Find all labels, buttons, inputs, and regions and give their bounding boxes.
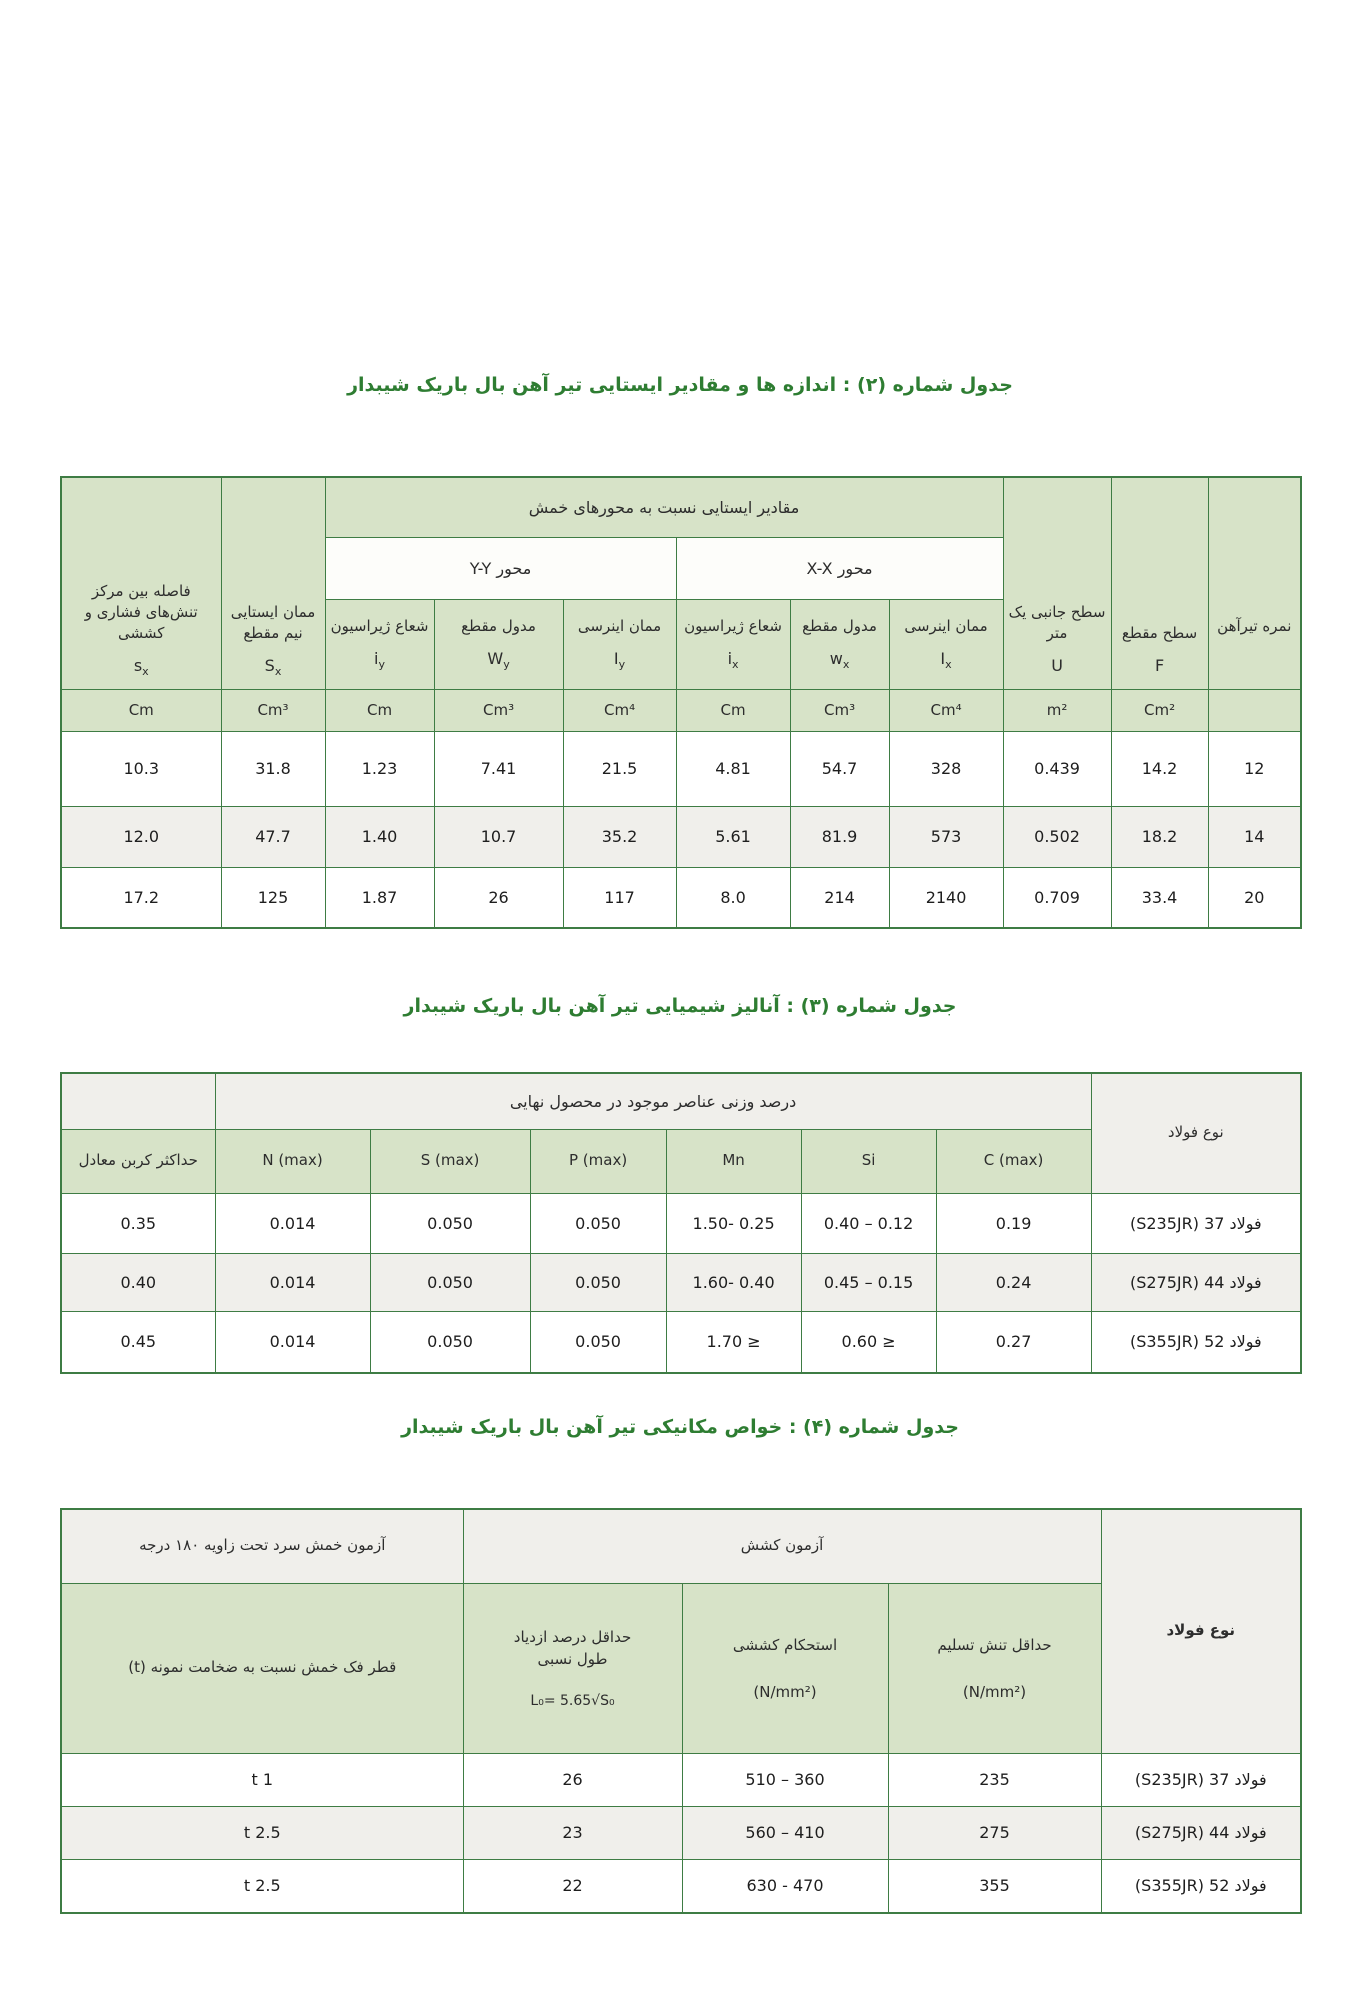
data-cell: 12.0 bbox=[61, 806, 221, 867]
data-cell: 0.45 bbox=[61, 1311, 215, 1373]
column-label: ممان اینرسی bbox=[904, 617, 988, 636]
t2-axis-yy-header: محور Y-Y bbox=[325, 537, 676, 599]
table-row-units bbox=[61, 689, 1301, 731]
t4-col-header-elongation bbox=[463, 1583, 682, 1753]
column-label: ممان اینرسی bbox=[577, 617, 662, 636]
column-label: مدول مقطع bbox=[802, 617, 877, 636]
data-cell: 10.7 bbox=[434, 806, 563, 867]
table-row bbox=[61, 1753, 1301, 1806]
data-cell: 0.24 bbox=[936, 1253, 1091, 1311]
data-cell: 33.4 bbox=[1111, 867, 1208, 928]
data-cell: 35.2 bbox=[563, 806, 676, 867]
column-label: استحکام کششی bbox=[732, 1636, 838, 1655]
unit-cell bbox=[1208, 689, 1301, 731]
t3-col-header-P: P (max) bbox=[530, 1129, 666, 1193]
t2-col-header-sx bbox=[61, 477, 221, 689]
data-cell: 22 bbox=[463, 1859, 682, 1913]
data-cell: 17.2 bbox=[61, 867, 221, 928]
data-cell: 0.050 bbox=[370, 1253, 530, 1311]
data-cell: 0.050 bbox=[530, 1193, 666, 1253]
data-cell: 1 t bbox=[61, 1753, 463, 1806]
unit-cell: Cm³ bbox=[434, 689, 563, 731]
data-cell: 0.19 bbox=[936, 1193, 1091, 1253]
table-row bbox=[61, 1859, 1301, 1913]
data-cell: 14.2 bbox=[1111, 731, 1208, 806]
data-cell: 0.709 bbox=[1003, 867, 1111, 928]
t4-steel-type-header: نوع فولاد bbox=[1101, 1509, 1301, 1753]
column-label: طول نسبی bbox=[537, 1650, 608, 1668]
data-cell: 214 bbox=[790, 867, 889, 928]
data-cell: 12 bbox=[1208, 731, 1301, 806]
steel-type-cell: فولاد 52 (S355JR) bbox=[1101, 1859, 1301, 1913]
data-cell: 1.23 bbox=[325, 731, 434, 806]
column-symbol: $w_x$ bbox=[829, 649, 850, 672]
t3-col-header-S: S (max) bbox=[370, 1129, 530, 1193]
table4-title: جدول شماره (۴) : خواص مکانیکی تیر آهن بال باریک شیبدار bbox=[401, 1416, 959, 1438]
column-label: نمره تیرآهن bbox=[1217, 616, 1292, 635]
data-cell: 20 bbox=[1208, 867, 1301, 928]
data-cell: 26 bbox=[434, 867, 563, 928]
t3-group-header: درصد وزنی عناصر موجود در محصول نهایی bbox=[215, 1073, 1091, 1129]
column-label: قطر فک خمش نسبت به ضخامت نمونه (t) bbox=[128, 1658, 397, 1677]
table-row bbox=[61, 477, 1301, 537]
table-row bbox=[61, 1806, 1301, 1859]
t3-col-header-Mn: Mn bbox=[666, 1129, 801, 1193]
data-cell: 2.5 t bbox=[61, 1859, 463, 1913]
t3-col-header-C: C (max) bbox=[936, 1129, 1091, 1193]
data-cell: 0.014 bbox=[215, 1253, 370, 1311]
data-cell: 1.40 bbox=[325, 806, 434, 867]
data-cell: 0.050 bbox=[370, 1193, 530, 1253]
t4-col-header-bend bbox=[61, 1583, 463, 1753]
table-row bbox=[61, 731, 1301, 806]
data-cell: 54.7 bbox=[790, 731, 889, 806]
data-cell: 117 bbox=[563, 867, 676, 928]
data-cell: 47.7 bbox=[221, 806, 325, 867]
t4-col-header-yield bbox=[888, 1583, 1101, 1753]
data-cell: 0.050 bbox=[530, 1253, 666, 1311]
table3-title: جدول شماره (۳) : آنالیز شیمیایی تیر آهن بال باریک شیبدار bbox=[403, 995, 957, 1017]
data-cell: 2.5 t bbox=[61, 1806, 463, 1859]
data-cell: 7.41 bbox=[434, 731, 563, 806]
data-cell: 8.0 bbox=[676, 867, 790, 928]
table-row bbox=[61, 867, 1301, 928]
data-cell: 0.12 – 0.40 bbox=[801, 1193, 936, 1253]
table-row bbox=[61, 806, 1301, 867]
data-cell: 14 bbox=[1208, 806, 1301, 867]
t2-col-header-iy bbox=[325, 599, 434, 689]
table-static-values bbox=[60, 476, 1302, 929]
data-cell: 5.61 bbox=[676, 806, 790, 867]
data-cell: 23 bbox=[463, 1806, 682, 1859]
unit-cell: Cm bbox=[61, 689, 221, 731]
table-row bbox=[61, 1311, 1301, 1373]
t2-col-header-Ix bbox=[889, 599, 1003, 689]
column-label: سطح جانبی یک متر bbox=[1008, 603, 1106, 643]
data-cell: 21.5 bbox=[563, 731, 676, 806]
unit-cell: m² bbox=[1003, 689, 1111, 731]
column-symbol: $i_y$ bbox=[374, 649, 385, 672]
data-cell: 0.014 bbox=[215, 1193, 370, 1253]
data-cell: ≤ 0.60 bbox=[801, 1311, 936, 1373]
data-cell: 0.40 -1.60 bbox=[666, 1253, 801, 1311]
t2-col-header-wx bbox=[790, 599, 889, 689]
data-cell: 26 bbox=[463, 1753, 682, 1806]
column-symbol: $W_y$ bbox=[487, 649, 510, 672]
data-cell: 2140 bbox=[889, 867, 1003, 928]
column-symbol: U bbox=[1051, 656, 1063, 676]
column-label: حداقل تنش تسلیم bbox=[937, 1636, 1052, 1655]
elongation-formula: L₀= 5.65√S₀ bbox=[530, 1692, 615, 1709]
t2-axis-xx-header: محور X-X bbox=[676, 537, 1003, 599]
column-label: حداقل درصد ازدیاد bbox=[513, 1628, 632, 1647]
t2-col-header-Iy bbox=[563, 599, 676, 689]
t3-col-header-carbon-eq: حداکثر کربن معادل bbox=[61, 1129, 215, 1193]
t2-col-header-Sx bbox=[221, 477, 325, 689]
t3-steel-type-header: نوع فولاد bbox=[1091, 1073, 1301, 1193]
t2-col-header-U bbox=[1003, 477, 1111, 689]
data-cell: 81.9 bbox=[790, 806, 889, 867]
t3-col-header-N: N (max) bbox=[215, 1129, 370, 1193]
t2-group-header: مقادیر ایستایی نسبت به محورهای خمش bbox=[325, 477, 1003, 537]
t4-tension-test-header: آزمون کشش bbox=[463, 1509, 1101, 1583]
data-cell: 0.15 – 0.45 bbox=[801, 1253, 936, 1311]
column-label: سطح مقطع bbox=[1121, 624, 1198, 643]
data-cell: 573 bbox=[889, 806, 1003, 867]
data-cell: 235 bbox=[888, 1753, 1101, 1806]
unit-cell: Cm³ bbox=[221, 689, 325, 731]
column-label: شعاع ژیراسیون bbox=[330, 617, 429, 636]
t2-col-header-ix bbox=[676, 599, 790, 689]
steel-type-cell: فولاد 37 (S235JR) bbox=[1091, 1193, 1301, 1253]
steel-type-cell: فولاد 44 (S275JR) bbox=[1091, 1253, 1301, 1311]
column-label: ممان ایستایی نیم مقطع bbox=[230, 603, 316, 643]
data-cell: 360 – 510 bbox=[682, 1753, 888, 1806]
data-cell: 328 bbox=[889, 731, 1003, 806]
data-cell: 470 - 630 bbox=[682, 1859, 888, 1913]
t4-col-header-tensile bbox=[682, 1583, 888, 1753]
table-row bbox=[61, 1253, 1301, 1311]
data-cell: 0.014 bbox=[215, 1311, 370, 1373]
data-cell: 4.81 bbox=[676, 731, 790, 806]
data-cell: 18.2 bbox=[1111, 806, 1208, 867]
t2-col-header-Wy bbox=[434, 599, 563, 689]
data-cell: 275 bbox=[888, 1806, 1101, 1859]
unit-cell: Cm bbox=[325, 689, 434, 731]
data-cell: 0.050 bbox=[530, 1311, 666, 1373]
data-cell: 0.25 -1.50 bbox=[666, 1193, 801, 1253]
data-cell: ≤ 1.70 bbox=[666, 1311, 801, 1373]
data-cell: 0.40 bbox=[61, 1253, 215, 1311]
data-cell: 0.439 bbox=[1003, 731, 1111, 806]
data-cell: 125 bbox=[221, 867, 325, 928]
data-cell: 0.502 bbox=[1003, 806, 1111, 867]
t2-col-header-beam-number bbox=[1208, 477, 1301, 689]
data-cell: 0.050 bbox=[370, 1311, 530, 1373]
column-label: مدول مقطع bbox=[461, 617, 536, 636]
data-cell: 355 bbox=[888, 1859, 1101, 1913]
data-cell: 0.27 bbox=[936, 1311, 1091, 1373]
column-symbol: $s_x$ bbox=[133, 656, 149, 679]
t4-bend-test-header: آزمون خمش سرد تحت زاویه ۱۸۰ درجه bbox=[61, 1509, 463, 1583]
column-symbol: $S_x$ bbox=[264, 656, 282, 679]
unit-cell: Cm³ bbox=[790, 689, 889, 731]
data-cell: 1.87 bbox=[325, 867, 434, 928]
table-row bbox=[61, 1073, 1301, 1129]
column-label: فاصله بین مرکز تنش‌های فشاری و کششی bbox=[84, 582, 198, 643]
unit-cell: Cm⁴ bbox=[889, 689, 1003, 731]
table2-title: جدول شماره (۲) : اندازه ها و مقادیر ایستایی تیر آهن بال باریک شیبدار bbox=[347, 374, 1013, 396]
table-chemical-analysis bbox=[60, 1072, 1302, 1374]
steel-type-cell: فولاد 37 (S235JR) bbox=[1101, 1753, 1301, 1806]
t3-empty-corner-cell bbox=[61, 1073, 215, 1129]
table-row bbox=[61, 1509, 1301, 1583]
column-label: شعاع ژیراسیون bbox=[684, 617, 782, 636]
unit-label: (N/mm²) bbox=[753, 1682, 817, 1701]
unit-label: (N/mm²) bbox=[962, 1682, 1027, 1701]
column-symbol: F bbox=[1154, 656, 1165, 676]
column-symbol: $i_x$ bbox=[727, 649, 739, 672]
unit-cell: Cm⁴ bbox=[563, 689, 676, 731]
data-cell: 0.35 bbox=[61, 1193, 215, 1253]
column-symbol: $I_y$ bbox=[613, 649, 626, 672]
unit-cell: Cm² bbox=[1111, 689, 1208, 731]
steel-type-cell: فولاد 44 (S275JR) bbox=[1101, 1806, 1301, 1859]
data-cell: 31.8 bbox=[221, 731, 325, 806]
data-cell: 410 – 560 bbox=[682, 1806, 888, 1859]
column-symbol: $I_x$ bbox=[940, 649, 952, 672]
table-mechanical-properties bbox=[60, 1508, 1302, 1914]
data-cell: 10.3 bbox=[61, 731, 221, 806]
unit-cell: Cm bbox=[676, 689, 790, 731]
steel-type-cell: فولاد 52 (S355JR) bbox=[1091, 1311, 1301, 1373]
t2-col-header-F bbox=[1111, 477, 1208, 689]
table-row bbox=[61, 1193, 1301, 1253]
t3-col-header-Si: Si bbox=[801, 1129, 936, 1193]
